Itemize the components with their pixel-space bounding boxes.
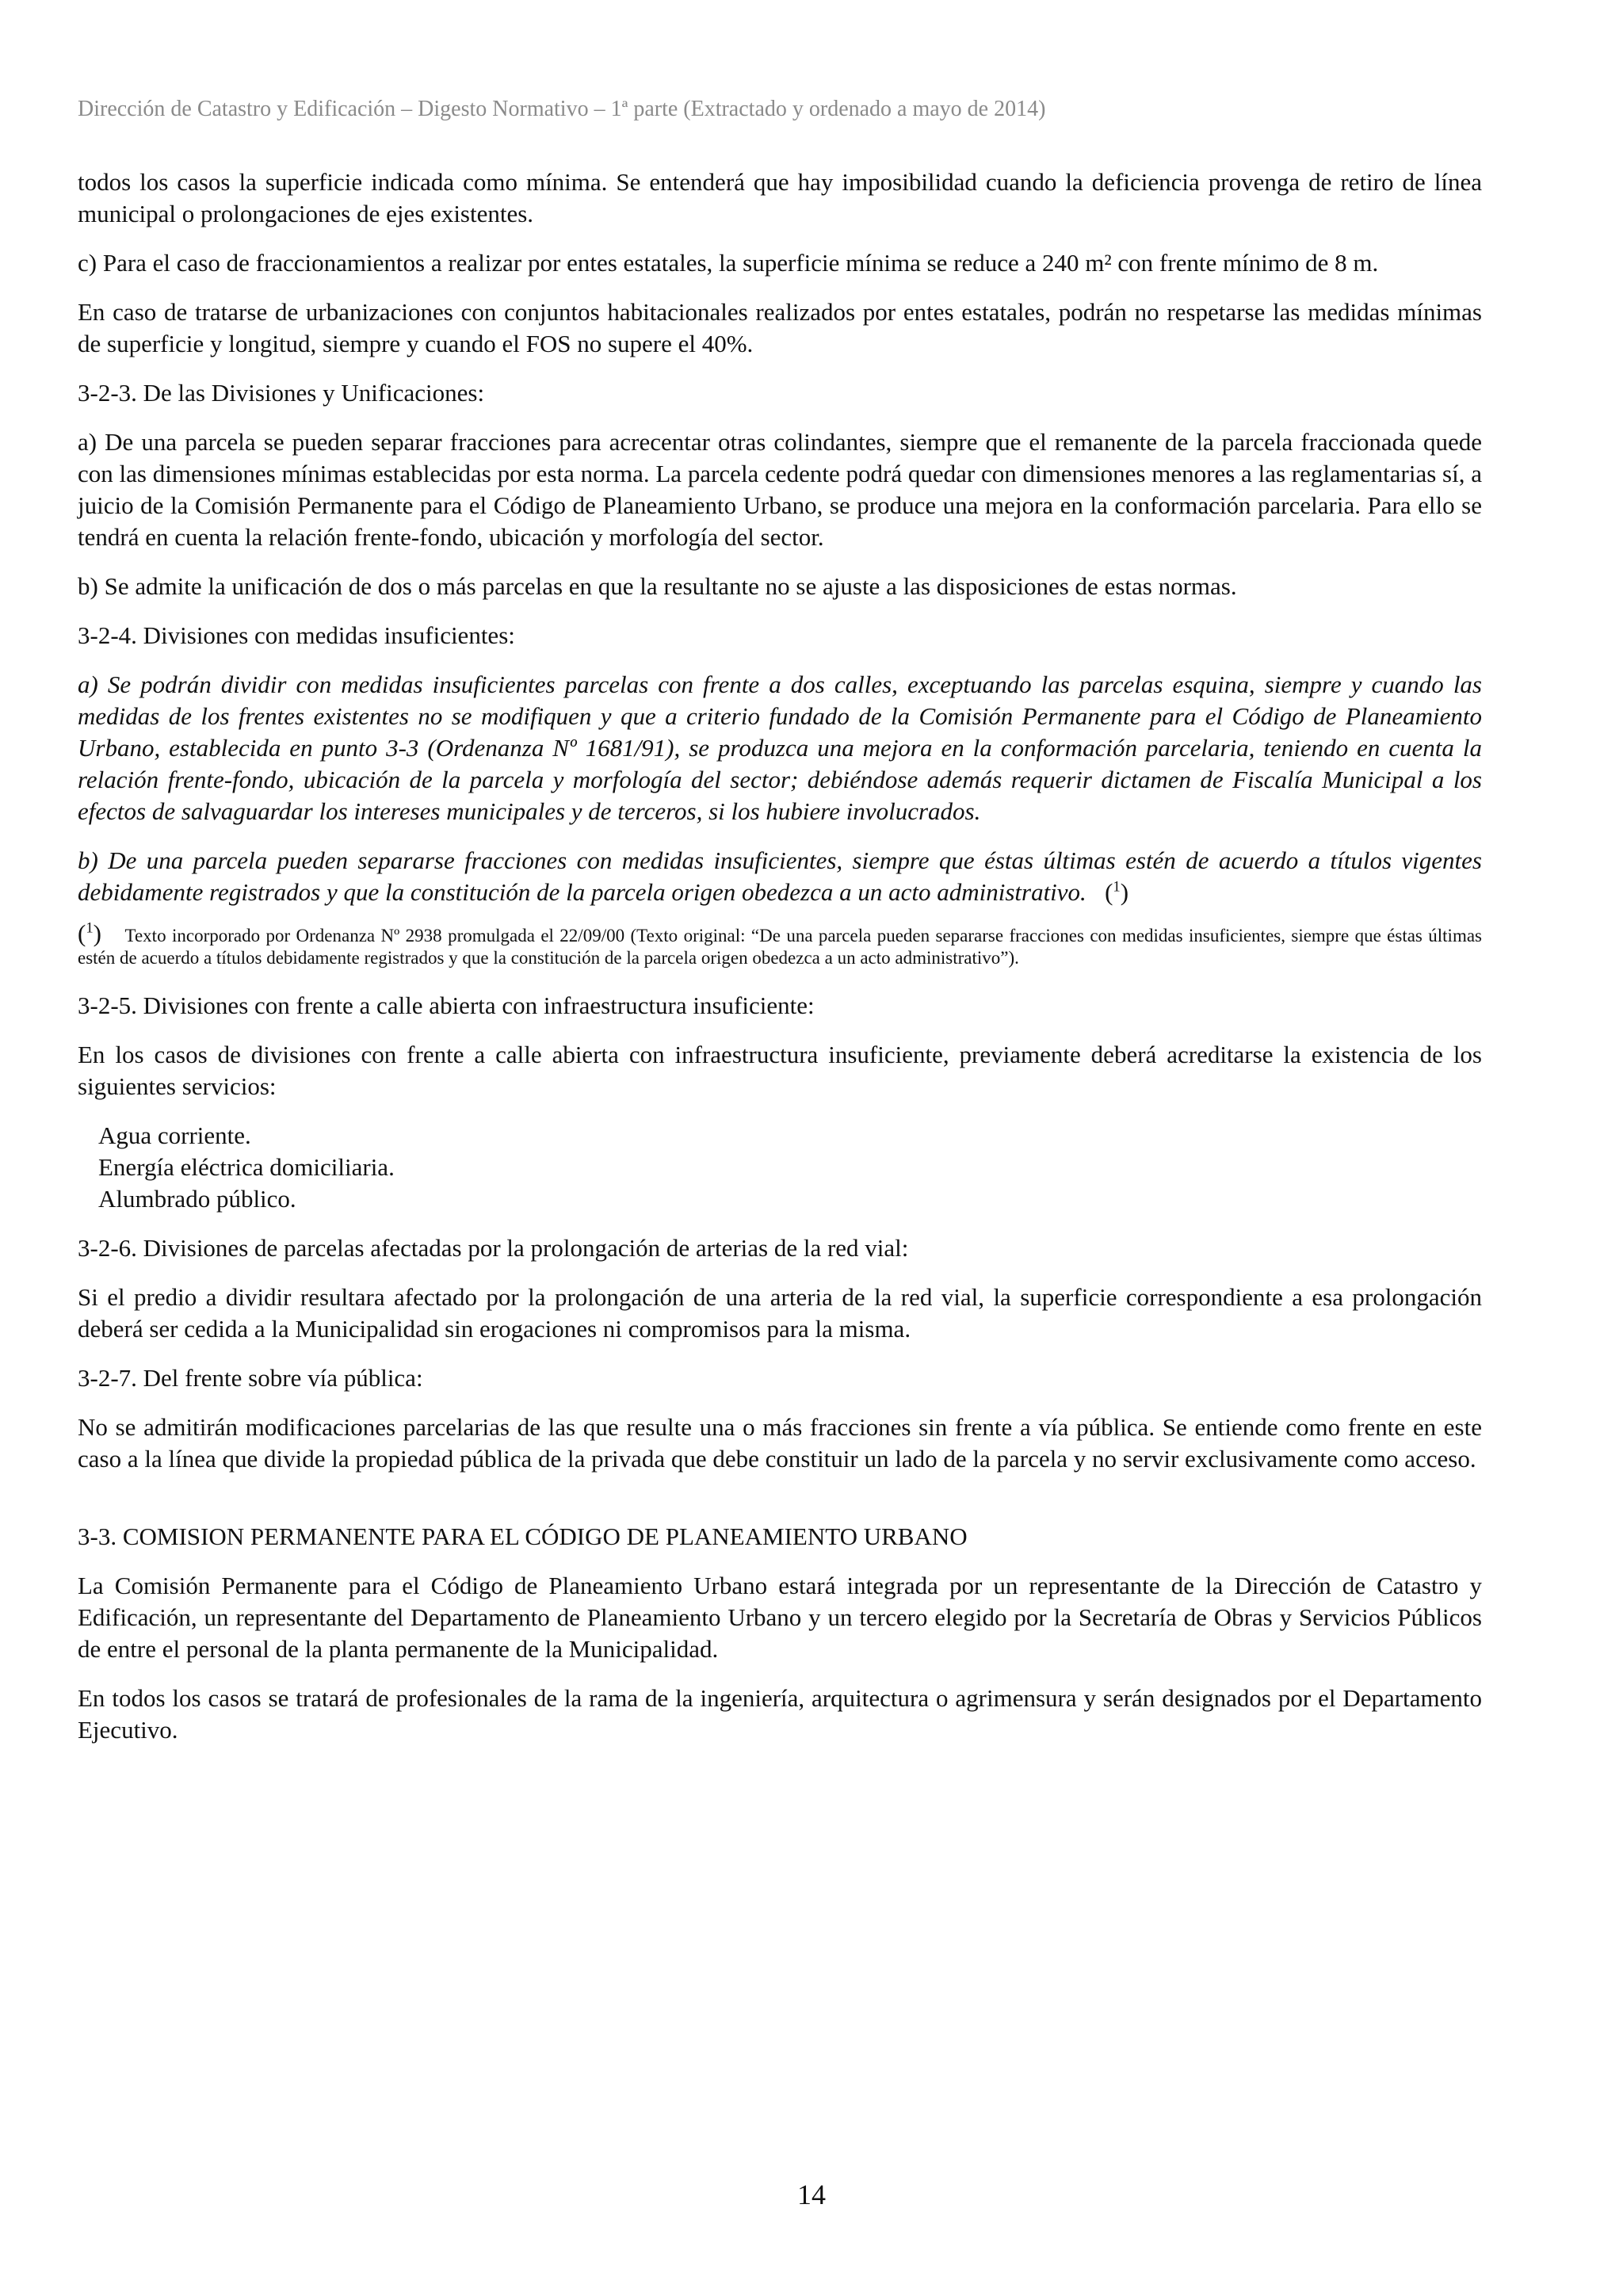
paragraph: Si el predio a dividir resultara afectado por la prolongación de una arteria de la red vial, la superficie correspondiente a esa prolongación deberá ser cedida a la Municipalidad sin erogaciones ni compromisos para la misma. (78, 1283, 1482, 1343)
document-body (78, 166, 1482, 1763)
section-heading-3-2-3: 3-2-3. De las Divisiones y Unificaciones: (78, 379, 485, 407)
paragraph: todos los casos la superficie indicada como mínima. Se entenderá que hay imposibilidad cuando la deficiencia provenga de retiro de línea municipal o prolongaciones de ejes existentes. (78, 168, 1482, 227)
paragraph: La Comisión Permanente para el Código de Planeamiento Urbano estará integrada por un representante de la Dirección de Catastro y Edificación, un representante del Departamento de Planeamiento Urbano y un tercero elegido por la Secretaría de Obras y Servicios Públicos de entre el personal de la planta permanente de la Municipalidad. (78, 1572, 1482, 1663)
footnote (78, 919, 1482, 969)
section-heading-3-2-5: 3-2-5. Divisiones con frente a calle abierta con infraestructura insuficiente: (78, 991, 815, 1019)
section-heading-3-3: 3-3. COMISION PERMANENTE PARA EL CÓDIGO DE PLANEAMIENTO URBANO (78, 1522, 968, 1550)
section-heading-3-2-4: 3-2-4. Divisiones con medidas insuficientes: (78, 621, 515, 649)
paragraph: c) Para el caso de fraccionamientos a realizar por entes estatales, la superficie mínima se reduce a 240 m² con frente mínimo de 8 m. (78, 249, 1379, 277)
paragraph: No se admitirán modificaciones parcelarias de las que resulte una o más fracciones sin frente a vía pública. Se entiende como frente en este caso a la línea que divide la propiedad pública de la privada que debe constituir un lado de la parcela y no servir exclusivamente como acceso. (78, 1413, 1482, 1473)
paragraph-text: b) De una parcela pueden separarse fracciones con medidas insuficientes, siempre que éstas últimas estén de acuerdo a títulos vigentes debidamente registrados y que la constitución de la parcela origen obedezca a un acto administrativo. (78, 846, 1482, 906)
paragraph-with-footnote (78, 845, 1482, 908)
section-heading-3-2-6: 3-2-6. Divisiones de parcelas afectadas por la prolongación de arterias de la red vial: (78, 1234, 909, 1262)
list-item: Agua corriente. (98, 1121, 251, 1149)
paragraph: a) Se podrán dividir con medidas insuficientes parcelas con frente a dos calles, exceptuando las parcelas esquina, siempre y cuando las medidas de los frentes existentes no se modifiquen y que a criterio fundado de la Comisión Permanente para el Código de Planeamiento Urbano, establecida en punto 3-3 (Ordenanza Nº 1681/91), se produzca una mejora en la conformación parcelaria, teniendo en cuenta la relación frente-fondo, ubicación de la parcela y morfología del sector; debiéndose además requerir dictamen de Fiscalía Municipal a los efectos de salvaguardar los intereses municipales y de terceros, si los hubiere involucrados. (78, 670, 1482, 825)
running-header: Dirección de Catastro y Edificación – Digesto Normativo – 1ª parte (Extractado y ordenado a mayo de 2014) (78, 97, 1046, 121)
list-item: Energía eléctrica domiciliaria. (98, 1153, 395, 1181)
footnote-reference[interactable]: ($^1$) (1105, 878, 1129, 906)
paragraph: En los casos de divisiones con frente a calle abierta con infraestructura insuficiente, previamente deberá acreditarse la existencia de los siguientes servicios: (78, 1041, 1482, 1100)
page-number: 14 (797, 2179, 826, 2210)
footnote-number: ($^1$) (78, 919, 101, 947)
services-list (78, 1120, 1482, 1215)
section-heading-3-2-7: 3-2-7. Del frente sobre vía pública: (78, 1364, 423, 1392)
paragraph: En todos los casos se tratará de profesionales de la rama de la ingeniería, arquitectura o agrimensura y serán designados por el Departamento Ejecutivo. (78, 1684, 1482, 1744)
list-item: Alumbrado público. (98, 1185, 296, 1213)
footnote-text: Texto incorporado por Ordenanza Nº 2938 promulgada el 22/09/00 (Texto original: “De una parcela pueden separarse fracciones con medidas insuficientes, siempre que éstas últimas estén de acuerdo a títulos debidamente registrados y que la constitución de la parcela origen obedezca a un acto administrativo”). (78, 926, 1482, 968)
paragraph: a) De una parcela se pueden separar fracciones para acrecentar otras colindantes, siempre que el remanente de la parcela fraccionada quede con las dimensiones mínimas establecidas por esta norma. La parcela cedente podrá quedar con dimensiones menores a las reglamentarias sí, a juicio de la Comisión Permanente para el Código de Planeamiento Urbano, se produce una mejora en la conformación parcelaria. Para ello se tendrá en cuenta la relación frente-fondo, ubicación y morfología del sector. (78, 428, 1482, 551)
paragraph: b) Se admite la unificación de dos o más parcelas en que la resultante no se ajuste a las disposiciones de estas normas. (78, 572, 1237, 600)
paragraph: En caso de tratarse de urbanizaciones con conjuntos habitacionales realizados por entes estatales, podrán no respetarse las medidas mínimas de superficie y longitud, siempre y cuando el FOS no supere el 40%. (78, 298, 1482, 357)
